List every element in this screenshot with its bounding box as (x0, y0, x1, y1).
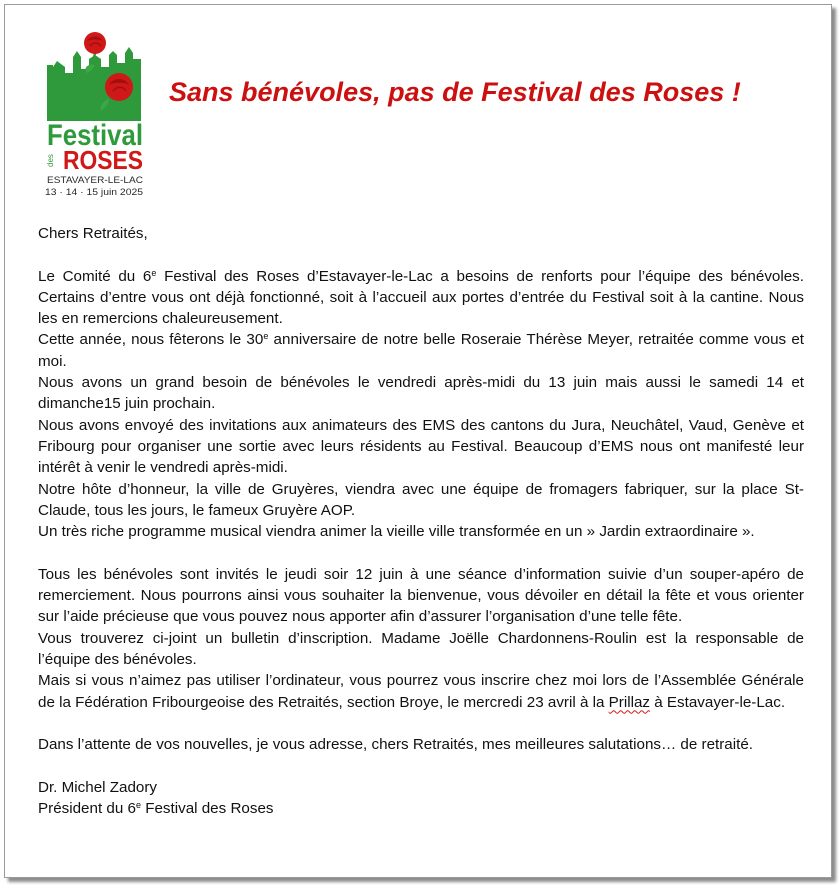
logo-word-des: des (46, 154, 55, 167)
salutation: Chers Retraités, (38, 225, 148, 242)
paragraph-3: Nous avons un grand besoin de bénévoles le vendredi après-midi du 13 juin mais aussi le samedi 14 et dimanche15 juin prochain. (38, 374, 804, 413)
signature-name: Dr. Michel Zadory (38, 778, 158, 796)
signature-role: Président du 6e Festival des Roses (38, 800, 274, 818)
paragraph-2: Cette année, nous fêterons le 30e anniversaire de notre belle Roseraie Thérèse Meyer, retraitée comme vous et moi. (38, 331, 805, 370)
paragraph-8: Vous trouverez ci-joint un bulletin d’inscription. Madame Joëlle Chardonnens-Roulin est la responsable de l’équipe des bénévoles. (38, 629, 804, 668)
logo-word-roses: ROSES (63, 145, 143, 175)
page-title: Sans bénévoles, pas de Festival des Roses ! (169, 77, 741, 107)
paragraph-9: Mais si vous n’aimez pas utiliser l’ordinateur, vous pourrez vous inscrire chez moi lors de l’Assemblée Générale de la Fédération Fribourgeoise des Retraités, section Broye, le mercredi 23 avril à la Prillaz à Estavayer-le-Lac. (38, 672, 804, 711)
festival-logo (43, 29, 147, 201)
document-frame (4, 4, 832, 878)
letter-body (38, 223, 804, 819)
paragraph-6: Un très riche programme musical viendra animer la vieille ville transformée en un » Jardin extraordinaire ». (38, 523, 755, 541)
paragraph-7: Tous les bénévoles sont invités le jeudi soir 12 juin à une séance d’information suivie d’un souper-apéro de remerciement. Nous pourrons ainsi vous souhaiter la bienvenue, vous dévoiler en détail la fête et vous orienter sur l’aide précieuse que vous pouvez nous apporter afin d’assurer l’organisation d’une telle fête. (38, 565, 804, 626)
logo-word-festival: Festival (47, 119, 143, 152)
paragraph-4: Nous avons envoyé des invitations aux animateurs des EMS des cantons du Jura, Neuchâtel, Vaud, Genève et Fribourg pour organiser une sortie avec leurs résidents au Festival. Beaucoup d’EMS nous ont manifesté leur intérêt à venir le vendredi après-midi. (38, 416, 804, 477)
misspelled-word: Prillaz (608, 693, 651, 711)
logo-dates: 13 · 14 · 15 juin 2025 (45, 187, 143, 198)
closing: Dans l’attente de vos nouvelles, je vous adresse, chers Retraités, mes meilleures salutations… de retraité. (38, 736, 753, 754)
paragraph-1: Le Comité du 6e Festival des Roses d’Estavayer-le-Lac a besoins de renforts pour l’équipe des bénévoles. Certains d’entre vous ont déjà fonctionné, soit à l’accueil aux portes d’entrée du Festival soit à la cantine. Nous les en remercions chaleureusement. (38, 267, 804, 328)
logo-city: ESTAVAYER-LE-LAC (47, 175, 144, 186)
paragraph-5: Notre hôte d’honneur, la ville de Gruyères, viendra avec une équipe de fromagers fabriquer, sur la place St-Claude, tous les jours, le fameux Gruyère AOP. (38, 480, 804, 519)
